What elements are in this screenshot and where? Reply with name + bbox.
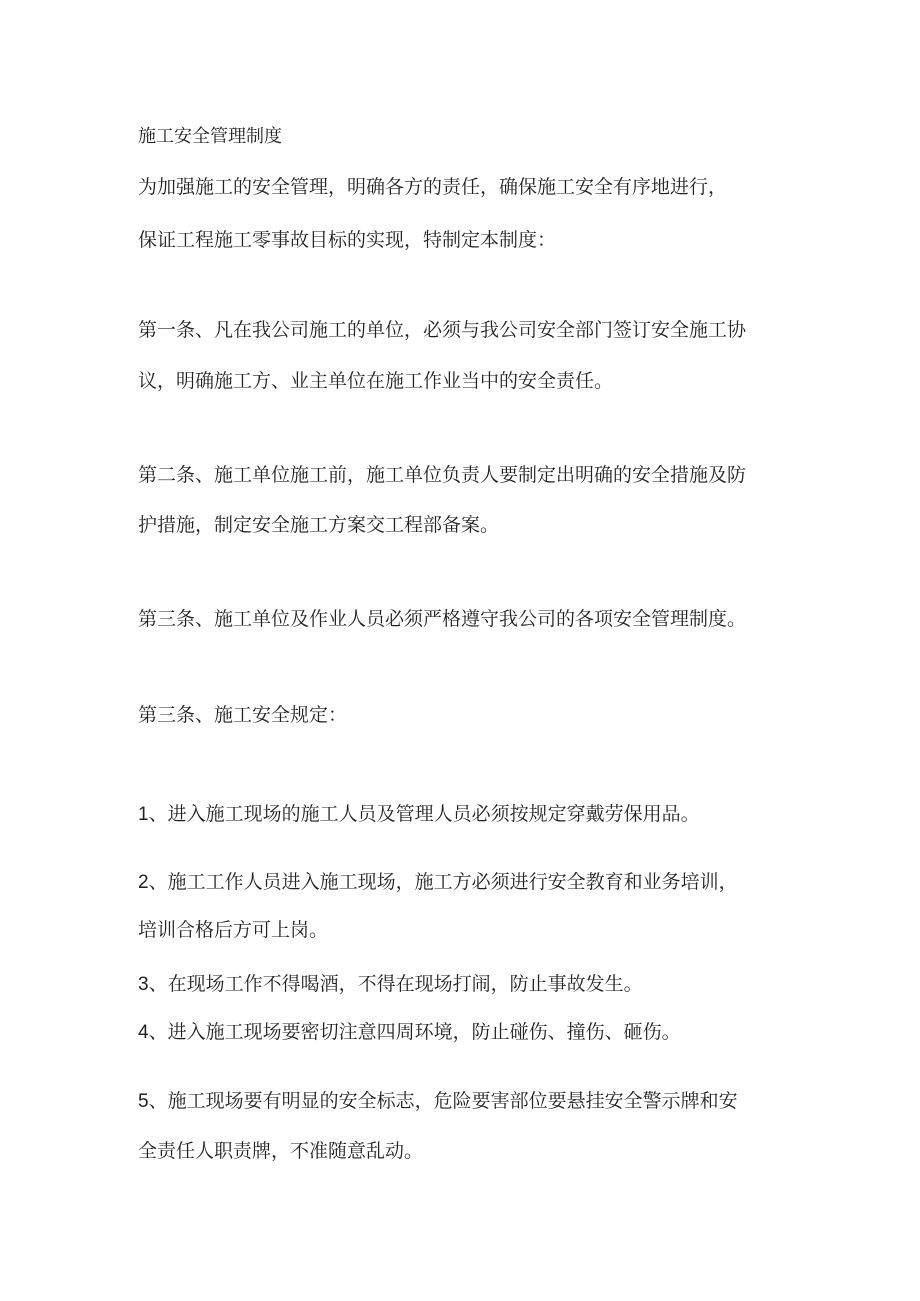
list-item bbox=[138, 869, 738, 896]
list-item-text: 、进入施工现场要密切注意四周环境，防止碰伤、撞伤、砸伤。 bbox=[148, 1021, 681, 1043]
article-4-heading: 第三条、施工安全规定： bbox=[138, 704, 348, 726]
list-item-number: 4 bbox=[138, 1022, 149, 1043]
list-item-continuation: 全责任人职责牌，不准随意乱动。 bbox=[138, 1140, 424, 1162]
list-item bbox=[138, 1019, 681, 1046]
list-item bbox=[138, 971, 643, 998]
article-2-line-2: 护措施，制定安全施工方案交工程部备案。 bbox=[138, 514, 500, 536]
list-item-continuation: 培训合格后方可上岗。 bbox=[138, 919, 329, 941]
list-item-text: 、在现场工作不得喝酒，不得在现场打闹，防止事故发生。 bbox=[148, 973, 643, 995]
list-item-number: 2 bbox=[138, 872, 149, 893]
article-1-line-1: 第一条、凡在我公司施工的单位，必须与我公司安全部门签订安全施工协 bbox=[138, 319, 747, 341]
intro-line-2: 保证工程施工零事故目标的实现，特制定本制度： bbox=[138, 229, 557, 251]
document-title: 施工安全管理制度 bbox=[138, 126, 282, 147]
list-item-number: 1 bbox=[138, 804, 149, 825]
list-item-text: 、施工现场要有明显的安全标志，危险要害部位要悬挂安全警示牌和安 bbox=[148, 1090, 738, 1112]
list-item bbox=[138, 801, 700, 828]
article-1-line-2: 议，明确施工方、业主单位在施工作业当中的安全责任。 bbox=[138, 370, 614, 392]
list-item bbox=[138, 1088, 738, 1115]
list-item-number: 5 bbox=[138, 1091, 149, 1112]
intro-line-1: 为加强施工的安全管理，明确各方的责任，确保施工安全有序地进行， bbox=[138, 176, 728, 198]
article-2-line-1: 第二条、施工单位施工前，施工单位负责人要制定出明确的安全措施及防 bbox=[138, 464, 747, 486]
list-item-number: 3 bbox=[138, 974, 149, 995]
list-item-text: 、进入施工现场的施工人员及管理人员必须按规定穿戴劳保用品。 bbox=[148, 803, 700, 825]
article-3: 第三条、施工单位及作业人员必须严格遵守我公司的各项安全管理制度。 bbox=[138, 608, 747, 630]
list-item-text: 、施工工作人员进入施工现场，施工方必须进行安全教育和业务培训， bbox=[148, 871, 738, 893]
